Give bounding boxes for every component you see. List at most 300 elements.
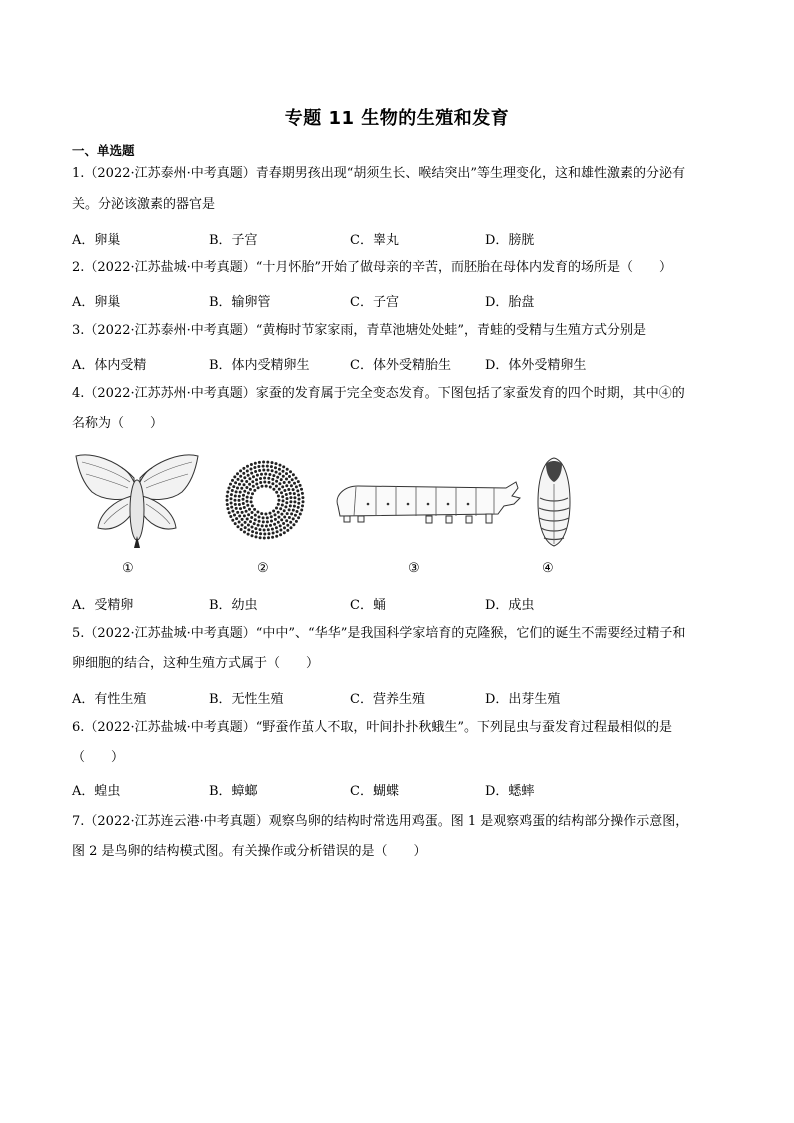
egg-dot <box>250 472 253 475</box>
egg-dot <box>290 526 293 529</box>
egg-dot <box>267 477 270 480</box>
egg-dot <box>293 505 296 508</box>
option-d[interactable]: D．蟋蟀 <box>485 784 535 799</box>
egg-dot <box>244 526 247 529</box>
egg-dot <box>279 524 282 527</box>
egg-dot <box>280 518 283 521</box>
egg-dot <box>275 535 278 538</box>
egg-dot <box>259 528 262 531</box>
egg-dot <box>279 507 282 510</box>
question-7-text-cont: 图 2 是鸟卵的结构模式图。有关操作或分析错误的是（ ） <box>72 844 427 859</box>
egg-dot <box>250 468 253 471</box>
egg-dot <box>235 507 238 510</box>
egg-dot <box>264 513 267 516</box>
question-1-options <box>72 229 732 249</box>
egg-dot <box>250 463 253 466</box>
eggs-icon <box>225 460 305 540</box>
egg-dot <box>255 535 258 538</box>
egg-dot <box>242 498 245 501</box>
egg-dot <box>255 478 258 481</box>
egg-dot <box>230 493 233 496</box>
egg-dot <box>246 504 249 507</box>
question-2-text: 2.（2022·江苏盐城·中考真题）“十月怀胎”开始了做母亲的辛苦，而胚胎在母体内发育的场所是（ ） <box>72 260 673 275</box>
egg-dot <box>277 495 280 498</box>
option-d[interactable]: D．体外受精卵生 <box>485 358 587 373</box>
egg-dot <box>283 526 286 529</box>
egg-dot <box>286 524 289 527</box>
egg-dot <box>301 492 304 495</box>
egg-dot <box>238 495 241 498</box>
egg-dot <box>247 524 250 527</box>
silk-moth-icon <box>72 448 202 558</box>
egg-dot <box>237 478 240 481</box>
option-b[interactable]: B．蟑螂 <box>209 784 258 799</box>
egg-dot <box>275 462 278 465</box>
egg-dot <box>228 487 231 490</box>
egg-dot <box>280 478 283 481</box>
egg-dot <box>248 483 251 486</box>
egg-dot <box>226 503 229 506</box>
egg-dot <box>236 472 239 475</box>
egg-dot <box>293 500 296 503</box>
egg-dot <box>283 509 286 512</box>
egg-dot <box>282 522 285 525</box>
egg-dot <box>275 485 278 488</box>
egg-dot <box>292 488 295 491</box>
egg-dot <box>256 511 259 514</box>
egg-dot <box>270 465 273 468</box>
egg-dot <box>230 497 233 500</box>
egg-dot <box>239 507 242 510</box>
egg-dot <box>232 485 235 488</box>
egg-dot <box>289 492 292 495</box>
egg-dot <box>288 481 291 484</box>
option-d[interactable]: D．胎盘 <box>485 295 535 310</box>
egg-dot <box>253 489 256 492</box>
egg-dot <box>246 496 249 499</box>
question-5-text-cont: 卵细胞的结合，这种生殖方式属于（ ） <box>72 656 320 671</box>
egg-dot <box>252 475 255 478</box>
egg-dot <box>240 528 243 531</box>
egg-dot <box>301 504 304 507</box>
egg-dot <box>261 524 264 527</box>
egg-dot <box>285 519 288 522</box>
egg-dot <box>249 520 252 523</box>
egg-dot <box>298 498 301 501</box>
egg-dot <box>250 516 253 519</box>
option-a[interactable]: A．卵巢 <box>72 233 121 248</box>
egg-dot <box>243 514 246 517</box>
egg-dot <box>262 516 265 519</box>
egg-dot <box>246 518 249 521</box>
question-5-text: 5.（2022·江苏盐城·中考真题）“中中”、“华华”是我国科学家培育的克隆猴，它们的诞生不需要经过精子和 <box>72 626 686 641</box>
egg-dot <box>241 518 244 521</box>
egg-dot <box>302 500 305 503</box>
egg-dot <box>288 475 291 478</box>
egg-dot <box>262 520 265 523</box>
egg-dot <box>246 470 249 473</box>
egg-dot <box>245 486 248 489</box>
egg-dot <box>290 512 293 515</box>
egg-dot <box>242 502 245 505</box>
egg-dot <box>240 487 243 490</box>
egg-dot <box>286 512 289 515</box>
egg-dot <box>257 524 260 527</box>
egg-dot <box>260 473 263 476</box>
egg-dot <box>286 529 289 532</box>
egg-dot <box>235 490 238 493</box>
egg-dot <box>289 496 292 499</box>
egg-dot <box>272 510 275 513</box>
egg-dot <box>276 530 279 533</box>
egg-dot <box>254 462 257 465</box>
question-4-options <box>72 594 732 614</box>
egg-dot <box>230 502 233 505</box>
egg-dot <box>288 508 291 511</box>
egg-dot <box>299 484 302 487</box>
egg-dot <box>262 465 265 468</box>
egg-dot <box>275 480 278 483</box>
egg-dot <box>234 495 237 498</box>
egg-dot <box>251 504 254 507</box>
section-heading: 一、单选题 <box>72 143 135 158</box>
egg-dot <box>226 495 229 498</box>
option-d[interactable]: D．出芽生殖 <box>485 692 561 707</box>
egg-dot <box>226 499 229 502</box>
egg-dot <box>229 483 232 486</box>
egg-dot <box>294 514 297 517</box>
option-a[interactable]: A．有性生殖 <box>72 692 147 707</box>
egg-dot <box>279 464 282 467</box>
egg-dot <box>248 508 251 511</box>
egg-dot <box>251 480 254 483</box>
egg-dot <box>293 482 296 485</box>
egg-dot <box>297 502 300 505</box>
egg-dot <box>254 470 257 473</box>
egg-dot <box>274 513 277 516</box>
option-b[interactable]: B．无性生殖 <box>209 692 284 707</box>
option-b[interactable]: B．输卵管 <box>209 295 271 310</box>
egg-dot <box>280 491 283 494</box>
egg-dot <box>243 476 246 479</box>
egg-dot <box>254 514 257 517</box>
question-4-text: 4.（2022·江苏苏州·中考真题）家蚕的发育属于完全变态发育。下图包括了家蚕发育的四个时期，其中④的 <box>72 386 685 401</box>
egg-dot <box>267 536 270 539</box>
egg-dot <box>293 496 296 499</box>
egg-dot <box>283 489 286 492</box>
egg-dot <box>276 476 279 479</box>
egg-dot <box>275 471 278 474</box>
egg-dot <box>234 481 237 484</box>
egg-dot <box>254 518 257 521</box>
egg-dot <box>255 531 258 534</box>
egg-dot <box>290 484 293 487</box>
egg-dot <box>274 518 277 521</box>
egg-dot <box>272 488 275 491</box>
option-c[interactable]: C．营养生殖 <box>350 692 425 707</box>
egg-dot <box>247 474 250 477</box>
egg-dot <box>235 517 238 520</box>
egg-dot <box>259 536 262 539</box>
egg-dot <box>278 499 281 502</box>
egg-dot <box>296 510 299 513</box>
egg-dot <box>267 528 270 531</box>
option-d[interactable]: D．成虫 <box>485 598 535 613</box>
egg-dot <box>275 507 278 510</box>
egg-dot <box>251 534 254 537</box>
egg-dot <box>252 485 255 488</box>
egg-dot <box>238 483 241 486</box>
egg-dot <box>271 469 274 472</box>
question-1-text-cont: 关。分泌该激素的器官是 <box>72 197 216 212</box>
egg-dot <box>286 497 289 500</box>
question-6-options <box>72 780 732 800</box>
egg-dot <box>254 527 257 530</box>
egg-dot <box>268 473 271 476</box>
egg-dot <box>236 487 239 490</box>
egg-dot <box>253 522 256 525</box>
page-title: 专题 11 生物的生殖和发育 <box>284 108 510 129</box>
egg-dot <box>251 492 254 495</box>
silkworm-larva-icon <box>330 476 526 532</box>
egg-dot <box>275 491 278 494</box>
egg-dot <box>299 513 302 516</box>
option-a[interactable]: A．受精卵 <box>72 598 134 613</box>
egg-dot <box>272 474 275 477</box>
egg-dot <box>242 467 245 470</box>
egg-dot <box>283 481 286 484</box>
egg-dot <box>300 509 303 512</box>
egg-dot <box>238 503 241 506</box>
egg-dot <box>280 513 283 516</box>
egg-dot <box>259 477 262 480</box>
question-6-text-cont: （ ） <box>72 750 125 765</box>
egg-dot <box>259 481 262 484</box>
egg-dot <box>296 489 299 492</box>
egg-dot <box>257 486 260 489</box>
option-b[interactable]: B．幼虫 <box>209 598 258 613</box>
egg-dot <box>268 532 271 535</box>
egg-dot <box>272 532 275 535</box>
egg-dot <box>301 496 304 499</box>
egg-dot <box>284 505 287 508</box>
egg-dot <box>260 512 263 515</box>
egg-dot <box>234 499 237 502</box>
egg-dot <box>234 522 237 525</box>
egg-dot <box>231 479 234 482</box>
egg-dot <box>278 482 281 485</box>
egg-dot <box>246 500 249 503</box>
egg-dot <box>269 512 272 515</box>
egg-dot <box>242 494 245 497</box>
egg-dot <box>253 466 256 469</box>
egg-dot <box>250 496 253 499</box>
egg-dot <box>285 478 288 481</box>
silkworm-life-cycle-figure <box>72 448 592 588</box>
option-c[interactable]: C．睾丸 <box>350 233 399 248</box>
egg-dot <box>288 516 291 519</box>
egg-dot <box>297 516 300 519</box>
egg-dot <box>289 504 292 507</box>
egg-dot <box>236 511 239 514</box>
egg-dot <box>255 483 258 486</box>
egg-dot <box>258 469 261 472</box>
egg-dot <box>231 519 234 522</box>
option-c[interactable]: C．蝴蝶 <box>350 784 399 799</box>
egg-dot <box>228 511 231 514</box>
egg-dot <box>271 482 274 485</box>
egg-dot <box>264 473 267 476</box>
egg-dot <box>256 474 259 477</box>
egg-dot <box>279 533 282 536</box>
egg-dot <box>238 515 241 518</box>
egg-dot <box>233 514 236 517</box>
egg-dot <box>243 483 246 486</box>
egg-dot <box>263 477 266 480</box>
egg-dot <box>237 525 240 528</box>
egg-dot <box>241 511 244 514</box>
egg-dot <box>248 477 251 480</box>
egg-dot <box>241 524 244 527</box>
egg-dot <box>268 481 271 484</box>
egg-dot <box>253 508 256 511</box>
egg-dot <box>245 510 248 513</box>
egg-dot <box>263 481 266 484</box>
egg-dot <box>281 495 284 498</box>
question-2-options <box>72 291 732 311</box>
egg-dot <box>283 516 286 519</box>
egg-dot <box>239 491 242 494</box>
egg-dot <box>285 501 288 504</box>
egg-dot <box>230 506 233 509</box>
egg-dot <box>274 466 277 469</box>
egg-dot <box>262 469 265 472</box>
egg-dot <box>292 517 295 520</box>
egg-dot <box>277 521 280 524</box>
egg-dot <box>289 500 292 503</box>
egg-dot <box>292 509 295 512</box>
question-3-options <box>72 354 732 374</box>
egg-dot <box>231 489 234 492</box>
egg-dot <box>295 485 298 488</box>
egg-dot <box>266 516 269 519</box>
egg-dot <box>269 524 272 527</box>
egg-dot <box>277 503 280 506</box>
egg-dot <box>247 528 250 531</box>
egg-dot <box>297 480 300 483</box>
egg-dot <box>265 485 268 488</box>
egg-dot <box>283 531 286 534</box>
egg-dot <box>297 506 300 509</box>
option-b[interactable]: B．子宫 <box>209 233 258 248</box>
egg-dot <box>247 492 250 495</box>
question-1-text: 1.（2022·江苏泰州·中考真题）青春期男孩出现“胡须生长、喉结突出”等生理变化，这和雄性激素的分泌有 <box>72 166 686 181</box>
option-d[interactable]: D．膀胱 <box>485 233 535 248</box>
question-5-options <box>72 688 732 708</box>
egg-dot <box>285 484 288 487</box>
egg-dot <box>279 529 282 532</box>
egg-dot <box>282 499 285 502</box>
question-4-text-cont: 名称为（ ） <box>72 416 164 431</box>
egg-dot <box>250 500 253 503</box>
egg-dot <box>277 516 280 519</box>
egg-dot <box>251 511 254 514</box>
egg-dot <box>266 465 269 468</box>
egg-dot <box>238 499 241 502</box>
egg-dot <box>240 479 243 482</box>
egg-dot <box>289 521 292 524</box>
question-6-text: 6.（2022·江苏盐城·中考真题）“野蚕作茧人不取，叶间扑扑秋蛾生”。下列昆虫与蚕发育过程最相似的是 <box>72 720 673 735</box>
egg-dot <box>227 507 230 510</box>
egg-dot <box>267 469 270 472</box>
egg-dot <box>251 526 254 529</box>
egg-dot <box>239 469 242 472</box>
egg-dot <box>282 475 285 478</box>
egg-dot <box>293 492 296 495</box>
egg-dot <box>258 516 261 519</box>
option-c[interactable]: C．蛹 <box>350 598 386 613</box>
egg-dot <box>239 475 242 478</box>
figure-label-1: ① <box>122 561 134 576</box>
option-b[interactable]: B．体内受精卵生 <box>209 358 310 373</box>
egg-dot <box>292 523 295 526</box>
egg-dot <box>258 520 261 523</box>
question-3-text: 3.（2022·江苏泰州·中考真题）“黄梅时节家家雨，青草池塘处处蛙”，青蛙的受精与生殖方式分别是 <box>72 323 647 338</box>
option-c[interactable]: C．子宫 <box>350 295 399 310</box>
egg-dot <box>243 531 246 534</box>
egg-dot <box>289 470 292 473</box>
egg-dot <box>263 537 266 540</box>
egg-dot <box>278 472 281 475</box>
egg-dot <box>261 485 264 488</box>
option-a[interactable]: A．蝗虫 <box>72 784 121 799</box>
egg-dot <box>246 465 249 468</box>
egg-dot <box>262 461 265 464</box>
option-c[interactable]: C．体外受精胎生 <box>350 358 451 373</box>
egg-dot <box>295 520 298 523</box>
egg-dot <box>226 491 229 494</box>
egg-dot <box>270 520 273 523</box>
egg-dot <box>287 488 290 491</box>
question-7-text: 7.（2022·江苏连云港·中考真题）观察鸟卵的结构时常选用鸡蛋。图 1 是观察鸡蛋的结构部分操作示意图， <box>72 814 689 829</box>
egg-dot <box>266 520 269 523</box>
egg-dot <box>275 526 278 529</box>
egg-dot <box>265 525 268 528</box>
egg-dot <box>295 477 298 480</box>
figure-label-3: ③ <box>408 561 420 576</box>
egg-dot <box>229 515 232 518</box>
option-a[interactable]: A．卵巢 <box>72 295 121 310</box>
egg-dot <box>259 532 262 535</box>
egg-dot <box>243 490 246 493</box>
egg-dot <box>300 488 303 491</box>
egg-dot <box>251 530 254 533</box>
figure-label-2: ② <box>257 561 269 576</box>
egg-dot <box>269 486 272 489</box>
egg-dot <box>247 533 250 536</box>
egg-dot <box>271 461 274 464</box>
egg-dot <box>285 493 288 496</box>
egg-dot <box>263 533 266 536</box>
egg-dot <box>282 470 285 473</box>
egg-dot <box>244 521 247 524</box>
egg-dot <box>291 478 294 481</box>
egg-dot <box>297 494 300 497</box>
egg-dot <box>281 504 284 507</box>
option-a[interactable]: A．体内受精 <box>72 358 147 373</box>
egg-dot <box>271 536 274 539</box>
egg-dot <box>281 485 284 488</box>
